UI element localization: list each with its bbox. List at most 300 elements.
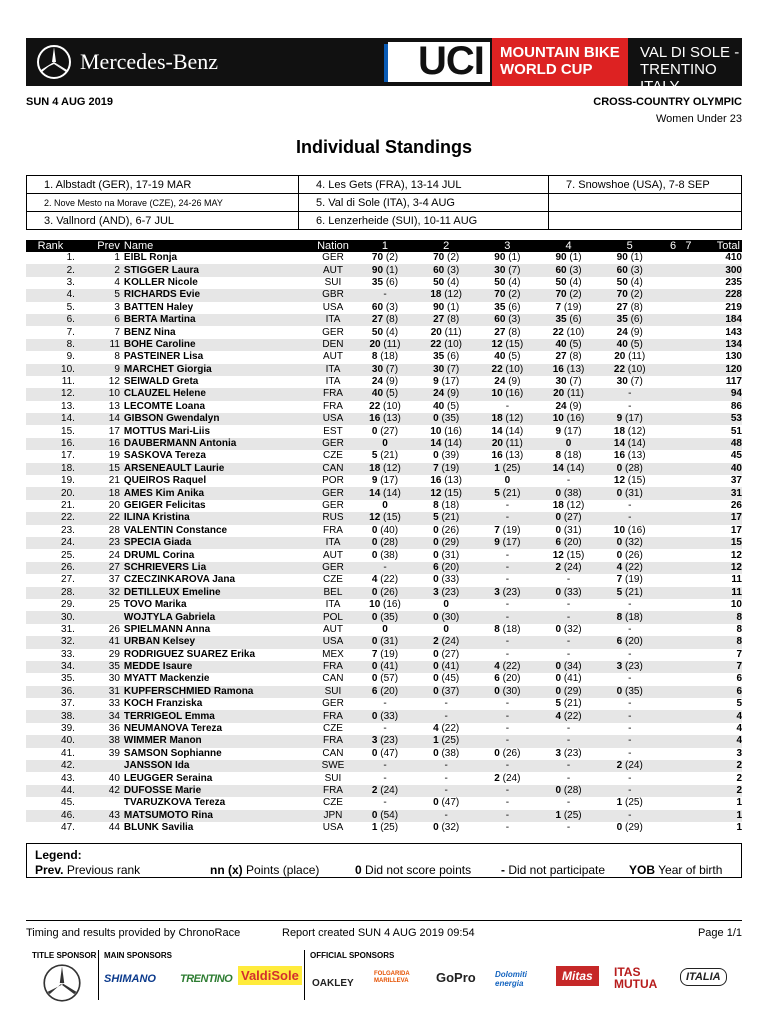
result-points: 0 [433,537,439,549]
prev-rank: 18 [75,487,124,499]
result-points: 0 [616,537,623,549]
prev-rank: 34 [75,710,124,722]
rank: 26. [26,562,75,574]
prev-rank: 20 [108,500,120,511]
race-6-7-result [660,710,701,722]
result-points: 7 [371,648,378,660]
race-1-result: 27 (8) [354,314,415,326]
race-2-result: 20 (11) [430,326,462,338]
race-2-result: 3 (23) [416,587,477,599]
total-points: 8 [701,611,742,623]
table-row [26,413,742,425]
race-2-result: 0 (39) [433,450,460,462]
result-points: 0 [382,438,388,450]
race-1-result: 20 (11) [354,339,415,351]
result-points: 4 [616,561,623,573]
standings-header-row [26,240,742,252]
series-line-1: MOUNTAIN BIKE [500,44,620,61]
result-points: 35 [555,314,567,326]
result-points: 9 [616,413,623,425]
race-1-result: - [354,562,415,574]
result-points: 7 [616,574,623,586]
race-6-7-result [660,500,701,512]
race-1-result: 8 (18) [371,351,399,363]
race-5-result: - [628,698,632,710]
total-points: 86 [730,400,742,412]
race-5-result: 30 (7) [616,376,643,388]
venue-line-1: VAL DI SOLE - TRENTINO [640,44,740,78]
result-points: 0 [433,822,439,834]
race-5-result: - [628,500,632,511]
table-row [26,649,742,661]
race-6-7-result [660,475,701,487]
legend-title: Legend: [35,848,82,862]
prev-rank: 10 [75,388,124,400]
result-points: 9 [555,425,562,437]
race-4-result: 40 (5) [538,339,599,351]
race-5-result: 0 (32) [599,537,660,549]
race-1-result: - [354,289,415,301]
result-points: 7 [555,301,562,313]
race-cell: 6. Lenzerheide (SUI), 10-11 AUG [299,212,549,230]
race-5-result: 0 (26) [616,549,643,561]
result-points: 20 [614,351,626,363]
rider-name: SAMSON Sophianne [123,747,222,759]
race-5-result: 9 (17) [599,413,660,425]
gopro-logo: GoPro [436,970,476,985]
race-cell: 4. Les Gets (FRA), 13-14 JUL [299,176,549,194]
result-points: 1 [494,462,500,474]
result-points: 0 [494,685,500,697]
result-points: 0 [371,537,378,549]
race-1-result: 35 (6) [371,276,399,288]
nation: GER [312,562,355,574]
race-3-result: 14 (14) [491,425,524,437]
result-points: 0 [433,747,439,759]
rider-name: GEIGER Felicitas [123,500,206,511]
race-4-result: - [566,723,571,735]
race-3-result: - [505,648,510,660]
result-points: 50 [433,276,445,288]
race-2-result: 12 (15) [416,487,477,499]
race-6-7-result [660,425,701,437]
mitas-logo: Mitas [556,966,599,986]
result-points: 4 [555,710,562,722]
rider-name: JANSSON Ida [124,760,312,772]
nation: GER [322,500,344,511]
total-points: 2 [701,785,742,797]
total-points: 26 [730,500,742,511]
total-points: 12 [730,549,742,561]
race-4-result: 6 (20) [538,537,599,549]
result-points: 9 [371,475,378,487]
race-6-7-result [660,537,701,549]
races-row [27,176,742,194]
race-1-result: 4 (22) [371,574,399,586]
trentino-logo: TRENTINO [180,973,233,985]
legend-yob [629,863,722,877]
race-2-result: - [416,810,477,822]
race-5-result: 12 (15) [613,475,646,487]
result-points: 60 [494,314,506,326]
result-points: 40 [616,338,628,350]
rank: 31. [61,623,75,635]
rank: 47. [61,822,75,834]
result-points: 27 [616,301,628,313]
mercedes-star-sponsor-icon [42,963,82,1003]
table-row [26,673,742,685]
oakley-logo: OAKLEY [312,978,354,989]
race-1-result: - [354,760,415,772]
race-5-result: - [599,785,660,797]
race-6-7-result [660,351,701,363]
prev-rank: 26 [108,623,120,635]
race-cell: 1. Albstadt (GER), 17-19 MAR [27,176,299,194]
nation: JPN [312,810,355,822]
race-6-7-result [660,401,701,413]
total-points: 4 [701,735,742,747]
rider-name: QUEIROS Raquel [123,475,207,487]
race-1-result: 70 (2) [371,252,399,264]
result-points: 8 [494,623,500,635]
result-points: 35 [371,276,384,288]
legend-points-desc: Points (place) [246,863,320,877]
nation: BEL [312,587,355,599]
race-2-result: 40 (5) [433,400,460,412]
prev-rank: 15 [75,463,124,475]
prev-rank: 7 [114,326,120,338]
rank: 25. [61,549,75,561]
race-6-7-result [660,772,701,784]
result-points: 5 [371,450,378,462]
result-points: 40 [494,351,506,363]
race-5-result: - [628,747,632,759]
result-points: 22 [430,338,442,350]
total-points: 6 [701,686,742,698]
result-points: 70 [555,289,567,301]
race-4-result: - [566,475,571,487]
total-points: 5 [736,698,742,710]
race-6-7-result [660,723,701,735]
race-3-result: 90 (1) [494,252,521,264]
result-points: 40 [371,388,384,400]
rank: 5. [66,301,75,313]
result-points: 18 [430,289,442,301]
result-points: 0 [433,574,439,586]
result-points: 0 [443,599,449,611]
race-5-result: - [599,512,660,524]
rider-name: STIGGER Laura [124,264,312,276]
result-points: 27 [494,326,506,338]
race-5-result: 10 (16) [613,524,646,536]
result-points: 16 [369,413,381,425]
race-4-result: 35 (6) [538,314,599,326]
result-points: 0 [433,661,439,673]
result-points: 8 [433,500,439,511]
race-4-result: - [538,611,599,623]
result-points: 30 [555,376,567,388]
race-6-7-result [660,314,701,326]
race-6-7-result [660,636,701,648]
rank: 4. [26,289,75,301]
race-4-result: 5 (21) [555,698,582,710]
table-row [26,723,742,735]
race-4-result: 0 (38) [538,487,599,499]
race-2-result: 0 (41) [416,661,477,673]
official-sponsors-label: OFFICIAL SPONSORS [310,951,395,960]
total-points: 300 [701,264,742,276]
prev-rank: 6 [75,314,124,326]
race-3-result: 18 (12) [477,413,538,425]
rank: 39. [61,723,75,735]
race-2-result: 4 (22) [433,723,460,735]
prev-rank: 30 [108,673,120,685]
race-1-result: 10 (16) [369,599,401,611]
total-points: 2 [736,772,742,784]
race-2-result: 14 (14) [416,438,477,450]
col-race-3: 3 [477,240,538,252]
race-6-7-result [660,611,701,623]
race-3-result: 9 (17) [477,537,538,549]
race-3-result: - [477,512,538,524]
result-points: 60 [433,264,445,276]
total-points: 3 [736,747,742,759]
race-5-result: 22 (10) [599,364,660,376]
race-2-result: 90 (1) [433,301,460,313]
result-points: 20 [369,338,381,350]
result-points: 50 [494,276,506,288]
total-points: 184 [701,314,742,326]
race-4-result: 7 (19) [555,301,582,313]
result-points: 22 [369,400,381,412]
race-4-result [538,438,599,450]
nation: ITA [312,314,355,326]
total-points: 7 [701,661,742,673]
race-6-7-result [660,748,701,760]
race-2-result: 1 (25) [416,735,477,747]
col-race-2: 2 [416,240,477,252]
race-3-result: - [477,636,538,648]
col-total: Total [701,240,742,252]
nation: FRA [312,388,355,400]
rank: 22. [26,512,75,524]
race-1-result: 9 (17) [371,475,399,487]
race-1-result: 30 (7) [354,364,415,376]
rank: 24. [26,537,75,549]
nation: CAN [312,463,355,475]
total-points: 51 [730,425,742,437]
race-6-7-result [660,549,701,561]
result-points: 1 [371,822,378,834]
race-5-result: - [628,400,632,412]
legend-box [26,843,742,878]
race-1-result: 0 (41) [354,661,415,673]
rank: 6. [26,314,75,326]
result-points: 5 [433,512,439,524]
race-4-result: - [538,636,599,648]
race-5-result: 70 (2) [599,289,660,301]
nation: FRA [312,710,355,722]
table-row [26,264,742,276]
rider-name: KUPFERSCHMIED Ramona [124,686,312,698]
race-4-result: 3 (23) [555,747,582,759]
race-5-result: 0 (29) [616,822,643,834]
result-points: 2 [616,760,623,772]
mercedes-star-icon [36,44,72,80]
rider-name: WOJTYLA Gabriela [124,611,312,623]
table-row [26,302,742,314]
table-row [26,512,742,524]
rider-name: SASKOVA Tereza [123,450,206,462]
race-4-result: 0 (33) [538,587,599,599]
col-rank: Rank [26,240,75,252]
race-2-result: 6 (20) [416,562,477,574]
race-6-7-result [660,364,701,376]
rank: 38. [26,710,75,722]
nation: CZE [322,797,343,809]
result-points: 50 [616,276,628,288]
race-4-result: 20 (11) [538,388,599,400]
race-6-7-result [660,735,701,747]
legend-points [210,863,319,877]
venue-line-2: ITALY [640,78,680,95]
result-points: 20 [430,326,442,338]
total-points: 53 [701,413,742,425]
prev-rank: 3 [114,301,120,313]
race-6-7-result [660,277,701,289]
prev-rank: 19 [108,450,120,462]
nation: SWE [312,760,355,772]
race-2-result: 0 (45) [433,673,460,685]
rank: 20. [26,487,75,499]
result-points: 8 [371,351,378,363]
result-points: 1 [555,809,562,821]
race-3-result: - [505,599,510,611]
total-points: 134 [701,339,742,351]
race-5-result: - [628,673,632,685]
races-row [27,194,742,212]
race-5-result: 35 (6) [599,314,660,326]
result-points: 0 [371,586,378,598]
race-3-result: - [505,400,510,412]
table-row [26,487,742,499]
table-row [26,401,742,413]
result-points: 9 [494,537,500,549]
race-3-result: 60 (3) [477,314,538,326]
race-2-result [416,599,477,611]
race-3-result [477,475,538,487]
rider-name: DETILLEUX Emeline [124,587,312,599]
race-3-result: 12 (15) [477,339,538,351]
race-5-result: - [599,388,660,400]
race-5-result: 5 (21) [599,587,660,599]
result-points: 0 [371,710,378,722]
legend-zero-desc: Did not score points [365,863,472,877]
legend-dash-desc: Did not participate [508,863,606,877]
race-1-result: 6 (20) [354,686,415,698]
race-3-result: 2 (24) [494,772,521,784]
result-points: 14 [369,487,381,499]
race-cell [549,194,742,212]
table-row [26,624,742,636]
result-points: 90 [433,301,445,313]
nation: USA [312,413,355,425]
result-points: 0 [433,685,439,697]
result-points: 10 [552,413,564,425]
race-6-7-result [660,264,701,276]
result-points: 5 [494,487,500,499]
rank: 29. [61,599,75,611]
race-3-result: 5 (21) [477,487,538,499]
race-3-result: 0 (30) [477,686,538,698]
result-points: 90 [371,264,384,276]
race-6-7-result [660,673,701,685]
result-points: 16 [613,450,626,462]
rank: 13. [61,400,75,412]
result-points: 0 [616,549,623,561]
race-2-result: 8 (18) [433,500,460,511]
col-race-6-7 [660,240,701,252]
nation: FRA [322,524,343,536]
rank: 33. [61,648,75,660]
total-points: 1 [736,797,742,809]
race-1-result: - [383,698,387,710]
result-points: 27 [371,314,384,326]
result-points: 3 [616,661,623,673]
race-1-result: 0 (33) [354,710,415,722]
result-points: 20 [553,388,565,400]
rank: 45. [61,797,75,809]
race-4-result: 22 (10) [552,326,585,338]
race-2-result: 0 (38) [433,747,460,759]
result-points: 7 [494,524,500,536]
race-1-result: 0 (38) [371,549,399,561]
total-points: 6 [736,673,742,685]
venue-title [640,44,742,95]
rank: 41. [61,747,75,759]
race-5-result: 0 (35) [599,686,660,698]
rider-name: ARSENEAULT Laurie [124,463,312,475]
result-points: 8 [616,611,623,623]
race-5-result: 0 (31) [599,487,660,499]
legend-prev-key: Prev. [35,863,64,877]
prev-rank: 33 [108,698,120,710]
race-4-result: 16 (13) [538,364,599,376]
race-4-result: 30 (7) [555,376,582,388]
rank: 37. [61,698,75,710]
race-1-result: 0 (40) [371,524,399,536]
race-2-result: 9 (17) [433,376,460,388]
race-6-7-result [660,661,701,673]
nation: CZE [322,574,343,586]
result-points: 24 [494,376,506,388]
prev-rank: 22 [75,512,124,524]
result-points: 0 [555,512,562,524]
race-1-result: 0 (26) [354,587,415,599]
result-points: 16 [491,450,503,462]
rider-name: MATSUMOTO Rina [124,810,312,822]
race-1-result: 12 (15) [354,512,415,524]
table-row [26,314,742,326]
event-discipline: CROSS-COUNTRY OLYMPIC [593,96,742,108]
rank: 34. [26,661,75,673]
race-2-result: 16 (13) [430,475,463,487]
nation: GER [322,252,344,264]
rider-name: MYATT Mackenzie [123,673,210,685]
result-points: 2 [371,784,378,796]
race-3-result: 8 (18) [494,623,521,635]
race-6-7-result [660,587,701,599]
